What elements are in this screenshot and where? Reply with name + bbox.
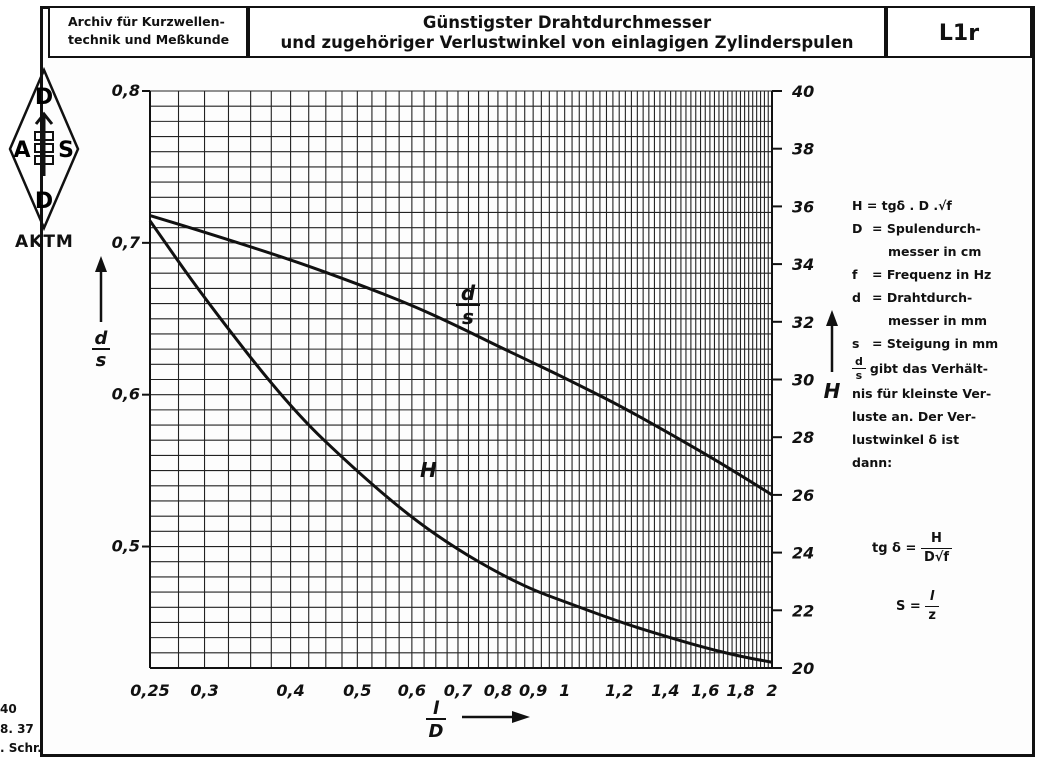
right-y-tick-label: 26 [792,485,815,505]
legend-ratio-den: s [855,369,863,382]
series-label-H: H [420,458,437,482]
right-y-tick-label: 30 [792,370,815,390]
title-line-1: Günstigster Drahtdurchmesser [422,13,712,32]
left-y-tick-label: 0,7 [111,232,140,252]
legend-desc-1: gibt das Verhält- [869,361,988,376]
right-y-tick-label: 24 [792,543,815,563]
right-y-tick-label: 40 [792,82,815,101]
tg-formula-lhs: tg δ = [872,541,917,556]
right-y-tick-label: 32 [792,312,815,332]
series-label-d-den: s [462,305,474,329]
x-tick-label: 1,4 [651,681,680,700]
right-axis-label: H [823,379,841,403]
x-tick-label: 1,2 [605,681,634,700]
legend-s-symbol: s [852,336,860,351]
x-axis-label-num: l [432,698,440,719]
right-y-tick-label: 36 [792,197,815,217]
legend-s-text: = Steigung in mm [872,336,999,351]
x-axis-arrow-head [512,711,530,723]
tg-formula-den: D√f [923,550,950,565]
left-axis-label-num: d [94,328,108,349]
right-y-tick-label: 38 [792,139,815,159]
legend-f-symbol: f [852,267,858,282]
right-y-tick-label: 22 [792,601,815,621]
series-line-d-over-s [150,216,772,495]
right-axis-arrow-head [826,310,838,326]
left-y-tick-label: 0,6 [111,384,140,404]
legend-desc-4: lustwinkel δ ist [852,432,960,447]
tg-formula-fraction [921,530,952,567]
s-formula-den: z [928,608,936,623]
s-formula [896,588,939,625]
logo-letter-bottom: D [34,189,54,214]
x-tick-label: 0,25 [130,681,170,700]
legend-desc-2: nis für kleinste Ver- [852,386,992,401]
logo-letter-left: A [13,138,31,163]
legend-d-symbol: d [852,290,861,305]
legend-f-text: = Frequenz in Hz [872,267,992,282]
legend-d-text-2: messer in mm [888,313,987,328]
x-tick-label: 0,9 [518,681,548,700]
tg-formula-num: H [921,530,952,549]
left-y-tick-label: 0,5 [111,536,140,556]
tg-delta-formula [872,530,952,567]
logo-letter-right: S [58,138,74,163]
legend-ratio [852,355,866,382]
sheet-code: L1r [886,6,1032,58]
left-axis-arrow-head [95,256,107,272]
archive-line-1: Archiv für Kurzwellen- [68,14,225,29]
margin-note-2: 8. 37 [0,722,34,736]
right-y-tick-label: 20 [792,659,815,678]
legend-D-symbol: D [852,221,863,236]
x-tick-label: 1,6 [691,681,720,700]
right-y-tick-label: 34 [792,255,815,275]
x-tick-label: 1 [559,681,571,700]
title-line-2: und zugehöriger Verlustwinkel von einlagigen Zylinderspulen [280,33,854,52]
legend-ratio-num: d [852,355,866,369]
margin-note-1: 40 [0,702,17,716]
s-formula-num: l [925,588,939,607]
s-formula-lhs: S = [896,599,921,614]
x-tick-label: 0,6 [397,681,427,700]
x-tick-label: 0,4 [276,681,305,700]
s-formula-fraction [925,588,939,625]
grid [150,91,772,668]
x-tick-label: 0,3 [190,681,219,700]
right-y-tick-label: 28 [792,428,815,448]
series-label-d-num: d [460,281,476,305]
x-tick-label: 0,8 [483,681,513,700]
logo-letter-top: D [34,85,54,110]
x-tick-label: 0,5 [343,681,372,700]
legend-desc-3: luste an. Der Ver- [852,409,977,424]
legend [852,194,1002,474]
legend-D-text-2: messer in cm [888,244,982,259]
archive-line-2: technik und Meßkunde [68,32,230,47]
x-tick-label: 1,8 [726,681,755,700]
x-axis-label-den: D [428,721,444,742]
x-tick-label: 2 [766,681,778,700]
margin-note-3: . Schr. [0,741,42,755]
legend-formula: H = tgδ . D .√f [852,198,952,213]
left-axis-label-den: s [95,350,107,371]
x-tick-label: 0,7 [443,681,473,700]
left-y-tick-label: 0,8 [111,81,140,100]
legend-D-text: = Spulendurch- [872,221,981,236]
legend-desc-5: dann: [852,455,893,470]
legend-d-text: = Drahtdurch- [872,290,973,305]
logo-label: AKTM [15,232,74,252]
